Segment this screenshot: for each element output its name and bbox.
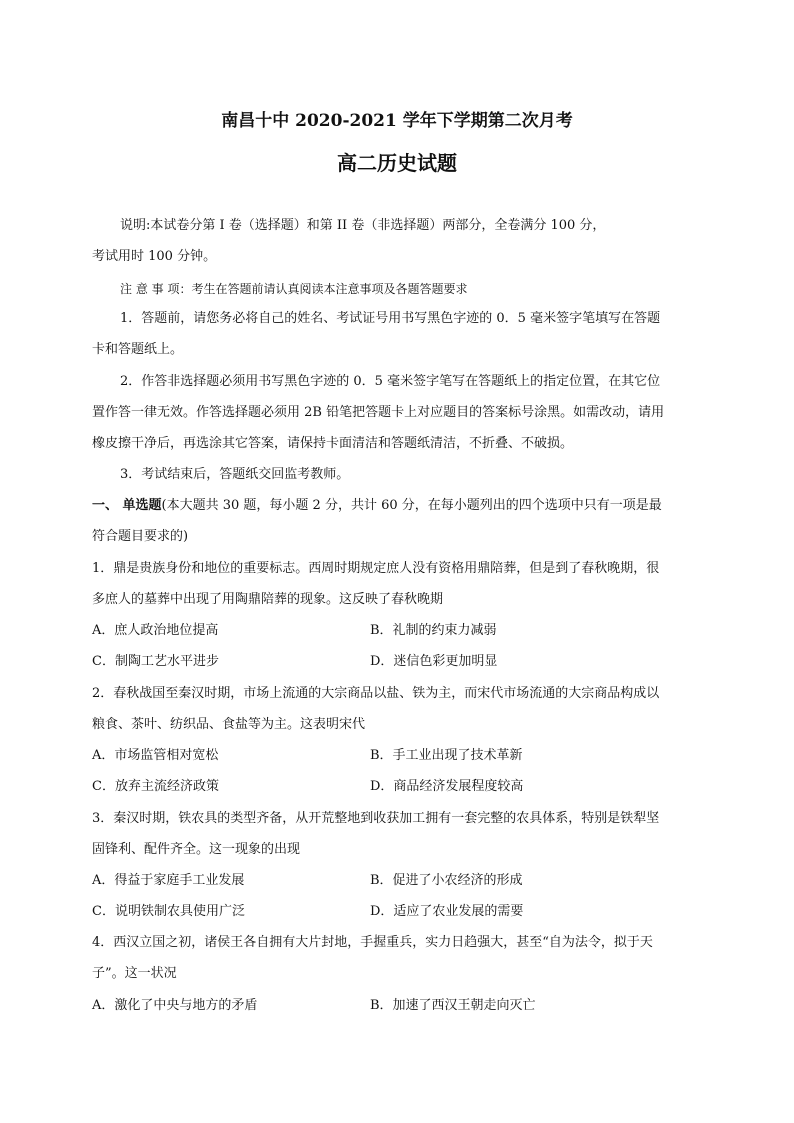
- instructions-line-2: 考试用时 100 分钟。: [92, 249, 217, 264]
- instructions-line-1: 说明:本试卷分第 I 卷（选择题）和第 II 卷（非选择题）两部分，全卷满分 100 分，: [120, 218, 606, 233]
- question-2-option-d: D．商品经济发展程度较高: [370, 779, 524, 794]
- question-1-stem-line-2: 多庶人的墓葬中出现了用陶鼎陪葬的现象。这反映了春秋晚期: [92, 592, 444, 607]
- note-2-line-2: 置作答一律无效。作答选择题必须用 2B 铅笔把答题卡上对应题目的答案标号涂黑。如需改动，请用: [92, 405, 665, 420]
- question-3-option-d: D．适应了农业发展的需要: [370, 904, 524, 919]
- note-2-line-3: 橡皮擦干净后，再选涂其它答案，请保持卡面清洁和答题纸清洁，不折叠、不破损。: [92, 436, 574, 451]
- question-1-option-b: B．礼制的约束力减弱: [370, 623, 497, 638]
- question-1-option-a: A．庶人政治地位提高: [92, 623, 219, 638]
- question-3-stem-line-1: 3．秦汉时期，铁农具的类型齐备，从开荒整地到收获加工拥有一套完整的农具体系，特别是铁犁坚: [92, 811, 660, 826]
- section-heading: [92, 497, 662, 515]
- notice-heading: 注 意 事 项：考生在答题前请认真阅读本注意事项及各题答题要求: [120, 282, 468, 296]
- question-2-stem-line-1: 2．春秋战国至秦汉时期，市场上流通的大宗商品以盐、铁为主，而宋代市场流通的大宗商品构成以: [92, 686, 660, 701]
- question-2-option-c: C．放弃主流经济政策: [92, 779, 219, 794]
- question-4-option-b: B．加速了西汉王朝走向灭亡: [370, 998, 536, 1013]
- section-heading-rule: (本大题共 30 题，每小题 2 分，共计 60 分，在每小题列出的四个选项中只有一项是最: [161, 498, 662, 513]
- note-1-line-2: 卡和答题纸上。: [92, 342, 184, 357]
- exam-subtitle: 高二历史试题: [337, 151, 457, 175]
- question-1-option-d: D．迷信色彩更加明显: [370, 654, 498, 669]
- note-1-line-1: 1．答题前，请您务必将自己的姓名、考试证号用书写黑色字迹的 0．5 毫米签字笔填写在答题: [120, 311, 661, 326]
- question-3-stem-line-2: 固锋利、配件齐全。这一现象的出现: [92, 842, 301, 857]
- question-3-option-c: C．说明铁制农具使用广泛: [92, 904, 245, 919]
- question-2-option-b: B．手工业出现了技术革新: [370, 748, 523, 763]
- question-1-option-c: C．制陶工艺水平进步: [92, 654, 219, 669]
- exam-title: 南昌十中 2020-2021 学年下学期第二次月考: [221, 111, 573, 131]
- section-heading-line-2: 符合题目要求的): [92, 529, 189, 544]
- question-1-stem-line-1: 1．鼎是贵族身份和地位的重要标志。西周时期规定庶人没有资格用鼎陪葬，但是到了春秋晚期，很: [92, 561, 660, 576]
- question-2-option-a: A．市场监管相对宽松: [92, 748, 219, 763]
- question-3-option-b: B．促进了小农经济的形成: [370, 873, 523, 888]
- section-heading-title: 一、 单选题: [92, 498, 162, 513]
- question-2-stem-line-2: 粮食、茶叶、纺织品、食盐等为主。这表明宋代: [92, 717, 366, 732]
- question-4-stem-line-2: 子”。这一状况: [92, 966, 177, 981]
- note-3: 3．考试结束后，答题纸交回监考教师。: [120, 467, 350, 482]
- note-2-line-1: 2．作答非选择题必须用书写黑色字迹的 0．5 毫米签字笔写在答题纸上的指定位置，在其它位: [120, 374, 661, 389]
- question-4-option-a: A．激化了中央与地方的矛盾: [92, 998, 258, 1013]
- question-3-option-a: A．得益于家庭手工业发展: [92, 873, 245, 888]
- question-4-stem-line-1: 4．西汉立国之初，诸侯王各自拥有大片封地，手握重兵，实力日趋强大，甚至“自为法令，拟于天: [92, 935, 653, 950]
